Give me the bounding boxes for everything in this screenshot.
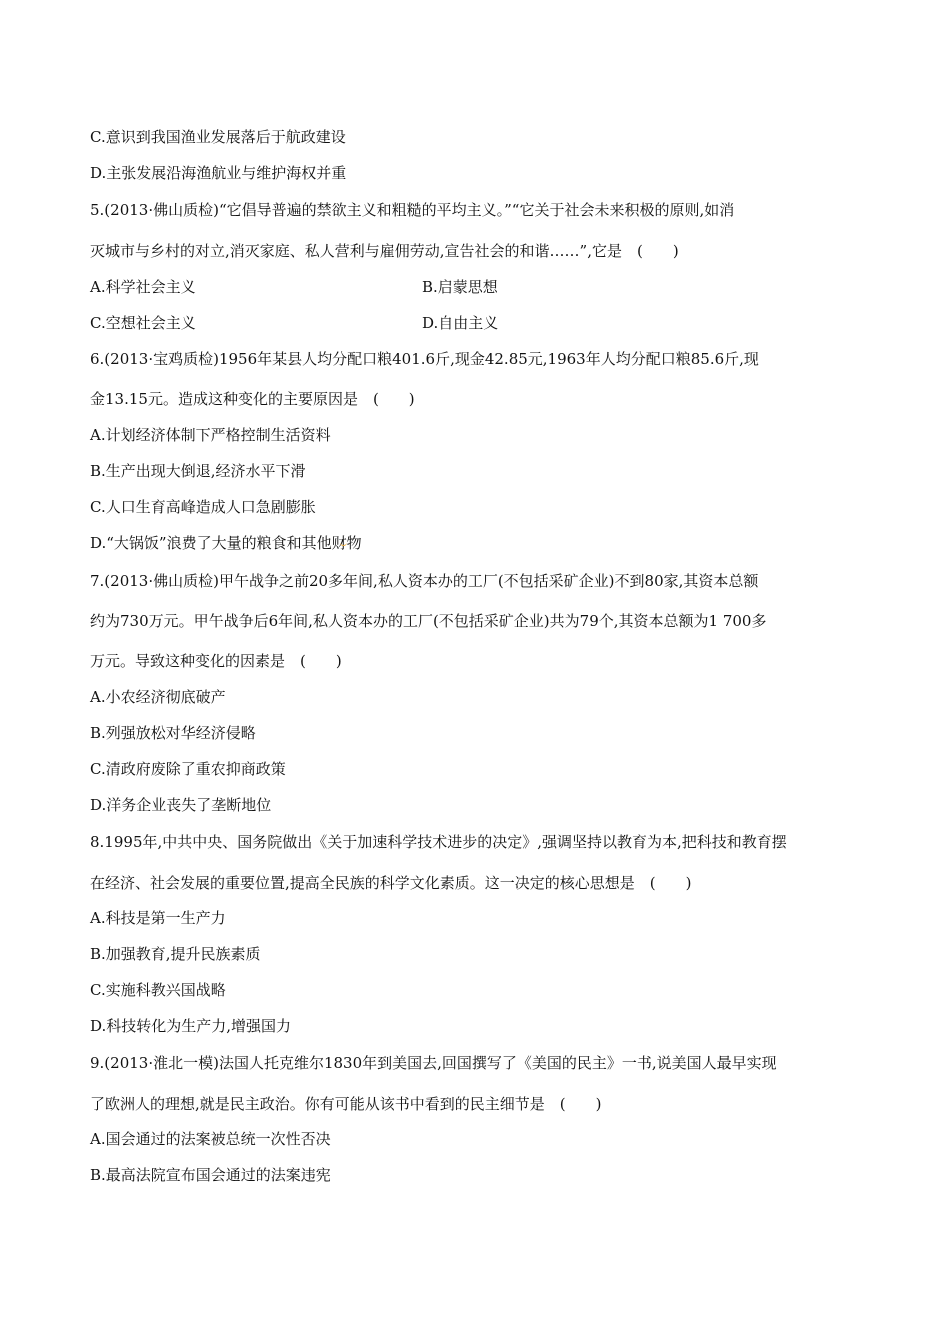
q8-option-b: B.加强教育,提升民族素质 xyxy=(90,945,261,963)
q7-stem-line-2: 约为730万元。甲午战争后6年间,私人资本办的工厂(不包括采矿企业)共为79个,其资本总额为1 700多 xyxy=(90,612,767,630)
q4-option-d: D.主张发展沿海渔航业与维护海权并重 xyxy=(90,164,347,182)
q5-option-b: B.启蒙思想 xyxy=(422,278,498,296)
q4-option-c: C.意识到我国渔业发展落后于航政建设 xyxy=(90,128,346,146)
q5-option-d: D.自由主义 xyxy=(422,314,499,332)
q9-stem-line-2: 了欧洲人的理想,就是民主政治。你有可能从该书中看到的民主细节是 ( ) xyxy=(90,1095,602,1113)
q5-stem-line-2: 灭城市与乡村的对立,消灭家庭、私人营利与雇佣劳动,宣告社会的和谐……”,它是 ( ) xyxy=(90,242,679,260)
q8-stem-line-1: 8.1995年,中共中央、国务院做出《关于加速科学技术进步的决定》,强调坚持以教育为本,把科技和教育摆 xyxy=(90,833,787,851)
q5-stem-line-1: 5.(2013·佛山质检)“它倡导普遍的禁欲主义和粗糙的平均主义。”“它关于社会未来积极的原则,如消 xyxy=(90,201,735,219)
q7-option-d: D.洋务企业丧失了垄断地位 xyxy=(90,796,272,814)
q8-option-a: A.科技是第一生产力 xyxy=(90,909,226,927)
q9-stem-line-1: 9.(2013·淮北一模)法国人托克维尔1830年到美国去,回国撰写了《美国的民主》一书,说美国人最早实现 xyxy=(90,1054,777,1072)
q7-option-c: C.清政府废除了重农抑商政策 xyxy=(90,760,286,778)
q6-option-a: A.计划经济体制下严格控制生活资料 xyxy=(90,426,331,444)
q5-option-c: C.空想社会主义 xyxy=(90,314,196,332)
q9-option-a: A.国会通过的法案被总统一次性否决 xyxy=(90,1130,331,1148)
q5-option-a: A.科学社会主义 xyxy=(90,278,196,296)
q7-option-b: B.列强放松对华经济侵略 xyxy=(90,724,256,742)
q6-stem-line-2: 金13.15元。造成这种变化的主要原因是 ( ) xyxy=(90,390,415,408)
q8-option-d: D.科技转化为生产力,增强国力 xyxy=(90,1017,292,1035)
q9-option-b: B.最高法院宣布国会通过的法案违宪 xyxy=(90,1166,331,1184)
q8-option-c: C.实施科教兴国战略 xyxy=(90,981,226,999)
q6-option-d: D.“大锅饭”浪费了大量的粮食和其他财物 xyxy=(90,534,362,552)
q6-stem-line-1: 6.(2013·宝鸡质检)1956年某县人均分配口粮401.6斤,现金42.85元,1963年人均分配口粮85.6斤,现 xyxy=(90,350,759,368)
q6-option-c: C.人口生育高峰造成人口急剧膨胀 xyxy=(90,498,316,516)
q7-stem-line-1: 7.(2013·佛山质检)甲午战争之前20多年间,私人资本办的工厂(不包括采矿企业)不到80家,其资本总额 xyxy=(90,572,759,590)
q6-option-b: B.生产出现大倒退,经济水平下滑 xyxy=(90,462,306,480)
q7-option-a: A.小农经济彻底破产 xyxy=(90,688,226,706)
q7-stem-line-3: 万元。导致这种变化的因素是 ( ) xyxy=(90,652,342,670)
q8-stem-line-2: 在经济、社会发展的重要位置,提高全民族的科学文化素质。这一决定的核心思想是 ( ) xyxy=(90,874,692,892)
